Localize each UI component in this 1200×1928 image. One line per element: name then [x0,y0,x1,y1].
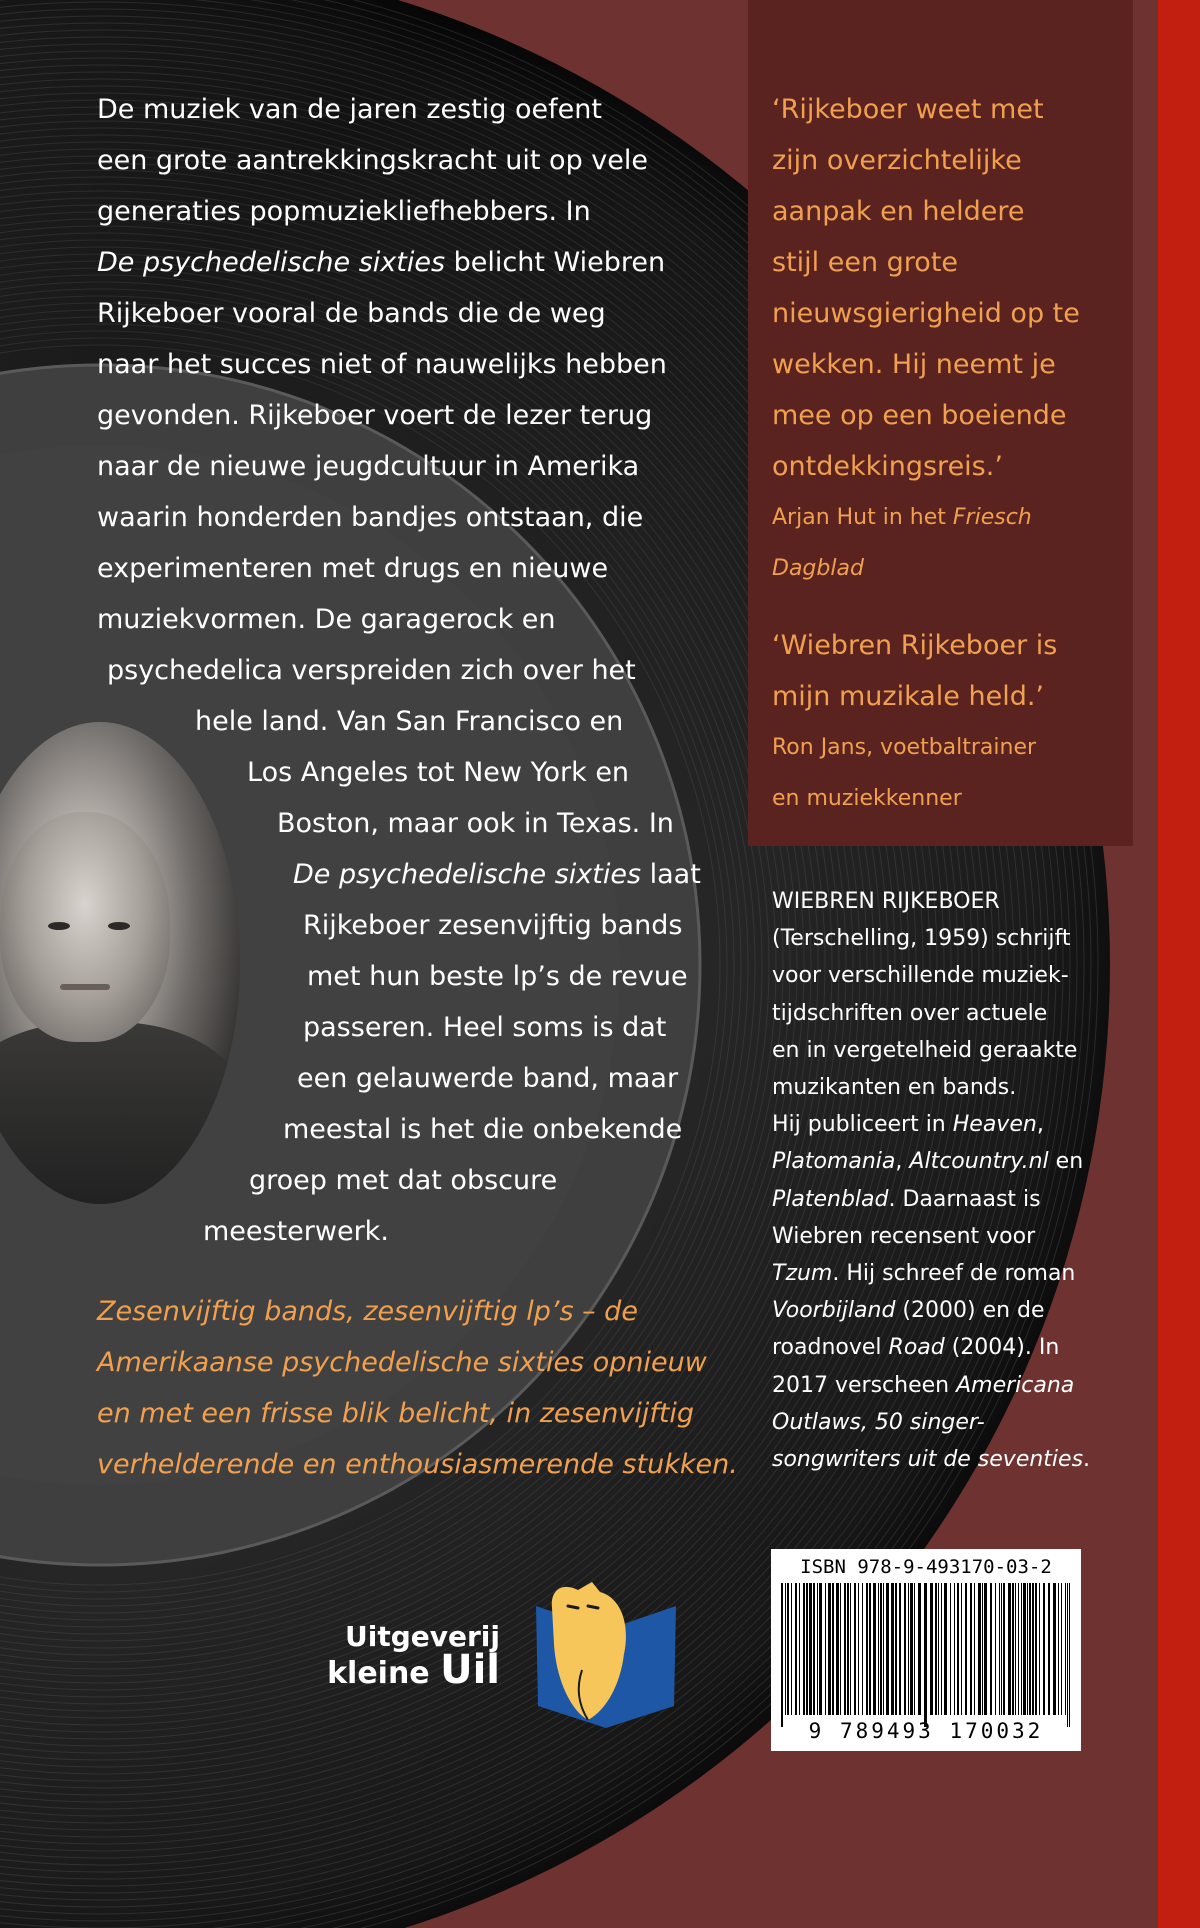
barcode-bar [930,1583,933,1715]
italic-text: Voorbijland [772,1298,896,1324]
text: experimenteren met drugs en nieuwe [97,553,609,584]
description-line [97,1155,747,1206]
description-line [97,1002,747,1053]
publisher-word-uil: Uil [440,1647,500,1693]
description-line [97,1053,747,1104]
text: Rijkeboer vooral de bands die de weg [97,298,606,329]
barcode-bar [862,1583,863,1715]
bio-line [772,883,1152,920]
text: passeren. Heel soms is dat [303,1012,667,1043]
barcode-bar [854,1583,856,1715]
book-tagline [97,1286,757,1490]
barcode-bar [850,1583,851,1715]
bio-line [772,920,1152,957]
barcode-bar [1053,1583,1056,1715]
tagline-line: verhelderende en enthousiasmerende stukken. [97,1449,738,1480]
barcode-bar [781,1583,783,1727]
quote-line: ‘Rijkeboer weet met [772,94,1044,125]
barcode-bar [832,1583,834,1715]
barcode-bar [938,1583,939,1715]
barcode-bar [891,1583,894,1715]
tagline-line: en met een frisse blik belicht, in zesenvijftig [97,1398,695,1429]
description-line [97,849,747,900]
bio-line [772,1143,1152,1180]
barcode-bar [836,1583,839,1715]
barcode-bar [878,1583,879,1715]
italic-text: De psychedelische sixties [293,859,642,890]
description-line [97,696,747,747]
barcode-bar [984,1583,987,1715]
description-line [97,747,747,798]
description-line [97,84,747,135]
text: voor verschillende muziek- [772,963,1069,989]
bio-line [772,1329,1152,1366]
text: roadnovel [772,1335,889,1361]
publisher-word-kleine: kleine [327,1656,441,1691]
text: waarin honderden bandjes ontstaan, die [97,502,644,533]
italic-text: Friesch [952,505,1032,530]
barcode-bar [1021,1583,1022,1715]
text: De muziek van de jaren zestig oefent [97,94,602,125]
bio-line [772,1255,1152,1292]
barcode-bar [944,1583,947,1715]
text: Arjan Hut in het [772,505,953,530]
italic-text: Platomania [772,1149,896,1175]
description-line [97,492,747,543]
barcode-bar [883,1583,884,1715]
barcode-bar [866,1583,868,1715]
barcode-bar [999,1583,1000,1715]
barcode-bar [825,1583,826,1715]
description-line [97,288,747,339]
quote-line: wekken. Hij neemt je [772,349,1056,380]
quote-1-attribution [772,492,1132,594]
barcode-bar [869,1583,871,1715]
barcode-bar [908,1583,909,1715]
barcode-bar [1043,1583,1045,1715]
barcode-bar [978,1583,981,1715]
barcode-bar [809,1583,812,1715]
barcode-bar [899,1583,901,1715]
barcode-bar [1048,1583,1050,1715]
text: generaties popmuziekliefhebbers. In [97,196,591,227]
attribution-line [772,773,1132,824]
text: Rijkeboer zesenvijftig bands [303,910,683,941]
barcode-bar [840,1583,841,1715]
barcode-bar [1012,1583,1014,1715]
text: , [895,1149,910,1175]
publisher-line-2 [280,1647,500,1693]
barcode-bar [961,1583,962,1715]
italic-text: Americana [956,1372,1075,1398]
bio-line [772,995,1152,1032]
barcode-bar [886,1583,889,1715]
quote-line: mee op een boeiende [772,400,1067,431]
text: en muziekkenner [772,786,962,811]
text: . Hij schreef de roman [832,1261,1076,1287]
description-line [97,1206,747,1257]
text: naar de nieuwe jeugdcultuur in Amerika [97,451,640,482]
barcode-bar [844,1583,846,1715]
publisher-name [280,1622,500,1692]
barcode-number: 9 789493 170032 [808,1719,1044,1743]
attribution-line [772,543,1132,594]
description-line [97,237,747,288]
barcode-bar [791,1583,792,1715]
text: Hij publiceert in [772,1112,953,1138]
text: meesterwerk. [203,1216,389,1247]
text: en [1048,1149,1084,1175]
owl-book-icon [526,1578,686,1738]
description-line [97,390,747,441]
text: een grote aantrekkingskracht uit op vele [97,145,648,176]
text: hele land. Van San Francisco en [195,706,624,737]
barcode-bar [1035,1583,1037,1715]
text: Los Angeles tot New York en [247,757,630,788]
text: tijdschriften over actuele [772,1000,1048,1026]
italic-text: Platenblad [772,1186,889,1212]
author-eye-left [48,922,70,930]
barcode-bar [970,1583,972,1715]
barcode-bar [1032,1583,1034,1715]
bio-line [772,1181,1152,1218]
barcode-bar [974,1583,975,1715]
bio-line [772,1032,1152,1069]
barcode-bar [1027,1583,1028,1715]
barcode-bar [950,1583,951,1715]
isbn-barcode [771,1549,1081,1751]
text: , [1036,1112,1044,1138]
text: laat [641,859,701,890]
description-line [97,645,747,696]
tagline-line: Zesenvijftig bands, zesenvijftig lp’s – de [97,1296,638,1327]
quote-2-attribution [772,722,1132,824]
barcode-bar [873,1583,876,1715]
quote-line: ‘Wiebren Rijkeboer is [772,630,1058,661]
text: WIEBREN RIJKEBOER [772,889,1000,914]
review-quote-1 [772,84,1132,492]
quote-line: nieuwsgierigheid op te [772,298,1080,329]
barcode-bar [1067,1583,1068,1727]
description-line [97,594,747,645]
barcode-bar [935,1583,937,1715]
italic-text: Outlaws, 50 singer- [772,1409,985,1435]
barcode-bar [847,1583,849,1715]
description-line [97,1104,747,1155]
text: (2000) en de [895,1298,1045,1324]
bio-line [772,1404,1152,1441]
barcode-bar [817,1583,818,1715]
barcode-bar [990,1583,992,1715]
barcode-bar [880,1583,882,1715]
italic-text: Heaven [952,1112,1037,1138]
text: psychedelica verspreiden zich over het [107,655,636,686]
bio-line [772,1218,1152,1255]
description-line [97,441,747,492]
description-line [97,900,747,951]
barcode-bar [799,1583,800,1715]
barcode-bar [914,1583,915,1715]
barcode-bar [1008,1583,1011,1715]
barcode-bar [819,1583,822,1715]
text: Wiebren recensent voor [772,1223,1036,1249]
text: meestal is het die onbekende [283,1114,683,1145]
description-line [97,543,747,594]
barcode-bar [1018,1583,1019,1715]
barcode-bar [787,1583,789,1715]
bio-line [772,1106,1152,1143]
description-line [97,951,747,1002]
barcode-bar [806,1583,808,1715]
barcode-bar [1058,1583,1059,1715]
barcode-bar [795,1583,797,1715]
barcode-bar [1039,1583,1040,1715]
italic-text: De psychedelische sixties [97,247,446,278]
bio-line [772,957,1152,994]
text: Ron Jans, voetbaltrainer [772,735,1037,760]
quote-line: ontdekkingsreis.’ [772,451,1003,482]
description-line [97,339,747,390]
description-line [97,798,747,849]
description-line [97,186,747,237]
text: een gelauwerde band, maar [297,1063,679,1094]
barcode-bar [1029,1583,1031,1715]
barcode-bar [924,1583,927,1727]
text: muziekvormen. De garagerock en [97,604,556,635]
text: (Terschelling, 1959) schrijft [772,926,1071,952]
barcode-bar [1061,1583,1062,1715]
attribution-line [772,492,1132,543]
text: muzikanten en bands. [772,1075,1017,1101]
barcode-bar [954,1583,955,1715]
tagline-line: Amerikaanse psychedelische sixties opnieuw [97,1347,707,1378]
quote-line: stijl een grote [772,247,959,278]
bio-line [772,1367,1152,1404]
barcode-bar [982,1583,983,1715]
barcode-bar [828,1583,831,1715]
barcode-bar [1015,1583,1016,1715]
quote-line: aanpak en heldere [772,196,1025,227]
text: met hun beste lp’s de revue [307,961,688,992]
book-description [97,84,747,1257]
quote-line: zijn overzichtelijke [772,145,1022,176]
text: belicht Wiebren [445,247,666,278]
text: groep met dat obscure [249,1165,558,1196]
attribution-line [772,722,1132,773]
barcode-bar [910,1583,913,1715]
text: . Daarnaast is [888,1186,1041,1212]
barcode-bar [941,1583,942,1715]
author-bio [772,883,1152,1478]
bio-line [772,1069,1152,1106]
barcode-bar [785,1583,786,1715]
barcode-bar [1003,1583,1005,1715]
barcode-bar [1023,1583,1026,1715]
bio-line [772,1292,1152,1329]
barcode-bar [858,1583,859,1715]
italic-text: Altcountry.nl [909,1149,1049,1175]
quote-line: mijn muzikale held.’ [772,681,1045,712]
barcode-bar [1001,1583,1002,1715]
barcode-bar [895,1583,897,1715]
barcode-bar [1069,1583,1070,1727]
text: . [1083,1447,1091,1473]
italic-text: Tzum [772,1261,833,1287]
barcode-bar [965,1583,967,1715]
text: en in vergetelheid geraakte [772,1037,1078,1063]
barcode-bar [904,1583,906,1715]
barcode-bar [803,1583,805,1715]
text: (2004). In [944,1335,1060,1361]
barcode-bar [813,1583,815,1715]
review-quote-2 [772,620,1132,722]
description-line [97,135,747,186]
barcode-bar [957,1583,959,1715]
text: 2017 verscheen [772,1372,957,1398]
barcode-bar [918,1583,921,1715]
text: gevonden. Rijkeboer voert de lezer terug [97,400,653,431]
text: naar het succes niet of nauwelijks hebben [97,349,667,380]
publisher-line-1: Uitgeverij [345,1620,500,1653]
text: Boston, maar ook in Texas. In [277,808,674,839]
italic-text: Dagblad [772,556,864,581]
italic-text: Road [888,1335,945,1361]
bio-line [772,1441,1152,1478]
barcode-bar [1065,1583,1066,1715]
isbn-label: ISBN 978-9-493170-03-2 [800,1556,1052,1578]
barcode-bar [995,1583,996,1715]
italic-text: songwriters uit de seventies [772,1447,1084,1473]
